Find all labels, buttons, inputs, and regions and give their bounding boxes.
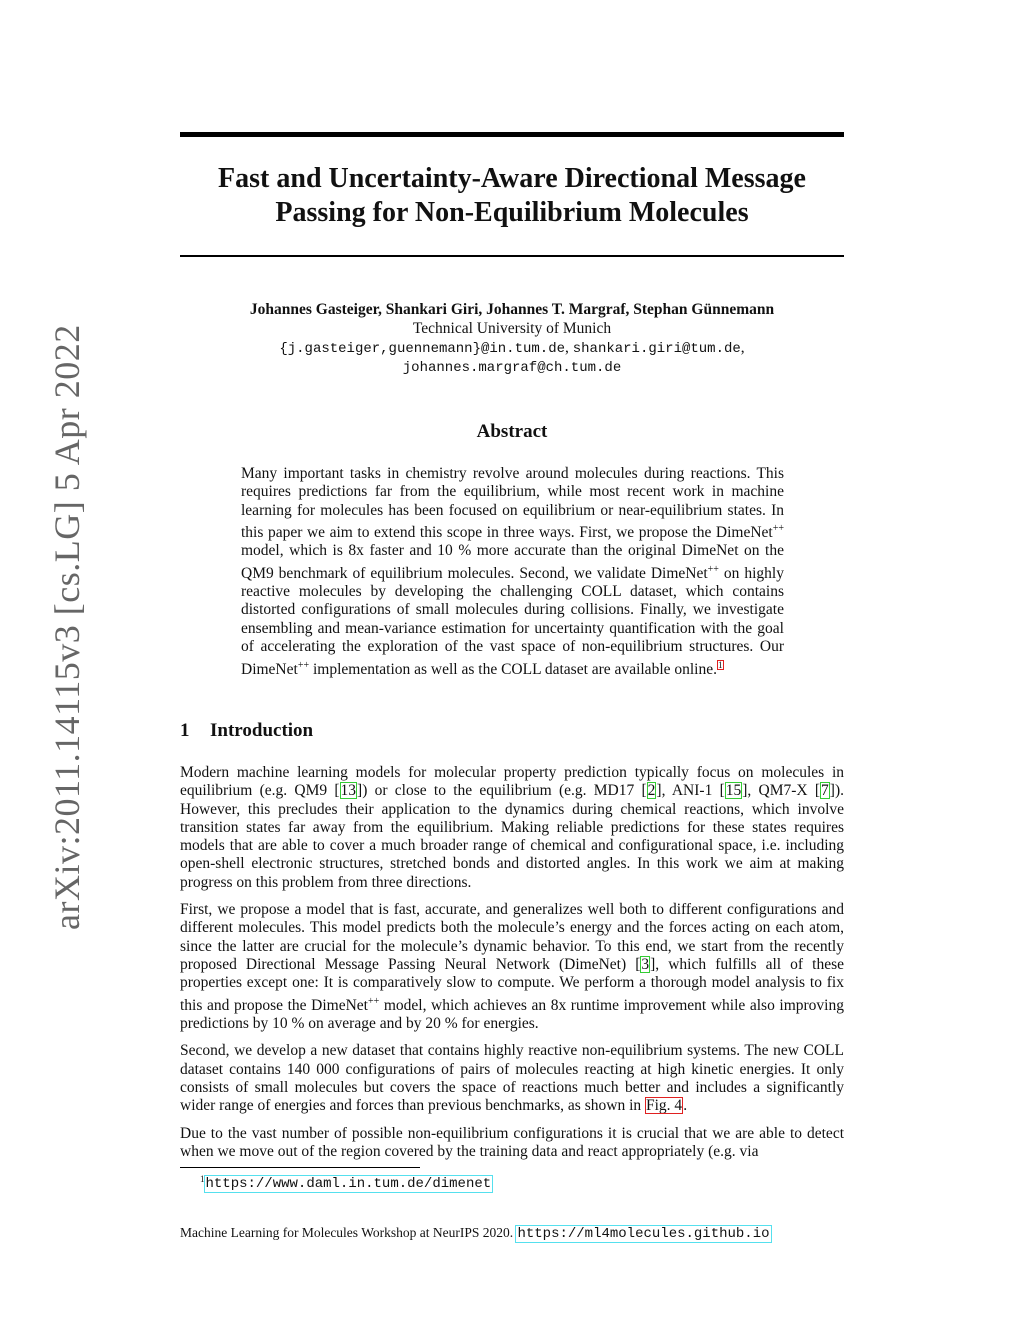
email-group: {j.gasteiger,guennemann}@in.tum.de (279, 341, 565, 357)
affiliation: Technical University of Munich (412, 320, 612, 337)
citation-link[interactable]: 13 (340, 782, 357, 800)
author-names: Johannes Gasteiger, Shankari Giri, Johannes T. Margraf, Stephan Günnemann (249, 301, 775, 318)
footnote-mark: 1 (200, 1174, 205, 1184)
abstract-heading: Abstract (476, 421, 548, 442)
intro-paragraph-3: Second, we develop a new dataset that contains highly reactive non-equilibrium systems. The new COLL dataset contains 140 000 configurations of pairs of molecules reacting at high kinetic energies. It only consists of small molecules but covers the space of reactions much better and includes a significantly wider range of energies and forces than previous benchmarks, as shown in Fig. 4. (180, 1042, 844, 1115)
section-title: Introduction (210, 720, 314, 741)
section-heading-introduction (180, 720, 313, 742)
email-margraf: johannes.margraf@ch.tum.de (402, 360, 622, 376)
paper-title (180, 162, 844, 230)
email-giri: shankari.giri@tum.de (572, 341, 741, 357)
abstract-text: Many important tasks in chemistry revolve around molecules during reactions. This requires predictions far from the equilibrium, while most recent work in machine learning for molecules has been focused on equilibrium or near-equilibrium states. In this paper we aim to extend this scope in three ways. First, we propose the DimeNet++ model, which is 8x faster and 10 % more accurate than the original DimeNet on the QM9 benchmark of equilibrium molecules. Second, we validate DimeNet++ on highly reactive molecules by developing the challenging COLL dataset, which contains distorted configurations of small molecules during collisions. Finally, we investigate ensembling and mean-variance estimation for uncertainty quantification with the goal of accelerating the exploration of the vast space of non-equilibrium structures. Our DimeNet++ implementation as well as the COLL dataset are available online.$^1$ (241, 465, 784, 679)
intro-paragraph-2: First, we propose a model that is fast, accurate, and generalizes well both to different configurations and different molecules. This model predicts both the molecule’s energy and the forces acting on each atom, since the latter are crucial for the molecule’s dynamic behavior. To this end, we start from the recently proposed Directional Message Passing Neural Network (DimeNet) [3], which fulfills all of these properties except one: It is comparatively slow to compute. We perform a thorough model analysis to fix this and propose the DimeNet++ model, which achieves an 8x runtime improvement while also improving predictions by 10 % on average and by 20 % for energies. (180, 901, 844, 1033)
venue-note (180, 1225, 771, 1242)
citation-link[interactable]: 15 (725, 782, 742, 800)
title-rule-bottom (180, 255, 844, 257)
section-number: 1 (180, 720, 190, 741)
title-line-1: Fast and Uncertainty-Aware Directional Message (218, 163, 806, 194)
intro-paragraph-1: Modern machine learning models for molecular property prediction typically focus on molecules in equilibrium (e.g. QM9 [13]) or close to the equilibrium (e.g. MD17 [2], ANI-1 [15], QM7-X [7]). However, this precludes their application to the dynamics during chemical reactions, which involve transition states far away from the equilibrium. Making reliable predictions for these states requires models that are able to cover a much broader range of chemical and configurational space, i.e. including open-shell electronic structures, stretched bonds and distorted angles. In this work we aim at making progress on this problem from three directions. (180, 764, 844, 891)
workshop-url-link[interactable]: https://ml4molecules.github.io (517, 1226, 770, 1242)
citation-link[interactable]: 7 (821, 782, 829, 800)
arxiv-stamp: arXiv:2011.14115v3 [cs.LG] 5 Apr 2022 (47, 324, 87, 930)
intro-paragraph-4: Due to the vast number of possible non-equilibrium configurations it is crucial that we are able to detect when we move out of the region covered by the training data and react appropriately (e.g. via (180, 1124, 844, 1160)
figure-reference-link[interactable]: Fig. 4 (646, 1097, 683, 1115)
introduction-body (180, 764, 844, 1170)
footnote-rule (180, 1167, 420, 1168)
venue-text: Machine Learning for Molecules Workshop at NeurIPS 2020. (180, 1225, 517, 1240)
title-line-2: Passing for Non-Equilibrium Molecules (275, 197, 749, 228)
title-rule-top (180, 132, 844, 137)
dimenet-url-link[interactable]: https://www.daml.in.tum.de/dimenet (205, 1176, 492, 1193)
footnote-ref-1[interactable]: 1 (718, 660, 723, 671)
email-line-1: {j.gasteiger,guennemann}@in.tum.de, shankari.giri@tum.de, (279, 339, 745, 357)
footnote-1 (200, 1174, 492, 1192)
author-block (180, 300, 844, 378)
citation-link[interactable]: 2 (647, 782, 656, 800)
citation-link[interactable]: 3 (641, 955, 650, 973)
